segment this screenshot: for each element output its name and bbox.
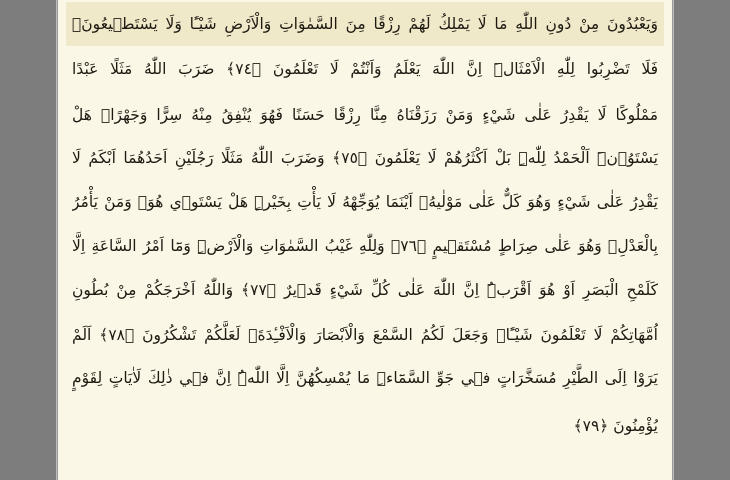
text-line-4[interactable]: يَسْتَوُ۫نَۜ اَلْحَمْدُ لِلّٰهِۜ بَلْ اَكْثَرُهُمْ لَا يَعْلَمُونَ ﴿٧٥﴾ وَضَرَبَ اللّٰهُ مَثَلًا رَجُلَيْنِ اَحَدُهُمَا اَبْكَمُ لَا bbox=[72, 149, 658, 167]
text-line-5[interactable]: يَقْدِرُ عَلٰى شَيْءٍ وَهُوَ كَلٌّ عَلٰى مَوْلٰيهُۙ اَيْنَمَا يُوَجِّهْهُ لَا يَأْتِ بِخَيْرٍۜ هَلْ يَسْتَو۪ي هُوَۙ وَمَنْ يَأْمُرُ bbox=[72, 193, 658, 211]
text-line-1[interactable]: وَيَعْبُدُونَ مِنْ دُونِ اللّٰهِ مَا لَا يَمْلِكُ لَهُمْ رِزْقًا مِنَ السَّمٰوَاتِ وَالْاَرْضِ شَيْـًٔا وَلَا يَسْتَط۪يعُونَۚ bbox=[72, 15, 658, 33]
text-line-9[interactable]: يَرَوْا اِلَى الطَّيْرِ مُسَخَّرَاتٍ ف۪ي جَوِّ السَّمَٓاءِۜ مَا يُمْسِكُهُنَّ اِلَّا اللّٰهُۜ اِنَّ ف۪ي ذٰلِكَ لَاٰيَاتٍ لِقَوْمٍ bbox=[72, 369, 658, 387]
right-edge bbox=[672, 0, 674, 480]
text-line-8[interactable]: اُمَّهَاتِكُمْ لَا تَعْلَمُونَ شَيْـًٔاۙ وَجَعَلَ لَكُمُ السَّمْعَ وَالْاَبْصَارَ وَالْاَفْـِٔدَةَۙ لَعَلَّكُمْ تَشْكُرُونَ ﴿٧٨﴾ اَلَمْ bbox=[72, 326, 658, 344]
mushaf-page bbox=[58, 0, 672, 480]
text-line-6[interactable]: بِالْعَدْلِۙ وَهُوَ عَلٰى صِرَاطٍ مُسْتَق۪يمٍ ﴿٧٦﴾ وَلِلّٰهِ غَيْبُ السَّمٰوَاتِ وَالْاَرْضِۜ وَمَٓا اَمْرُ السَّاعَةِ اِلَّا bbox=[72, 237, 658, 255]
text-lines bbox=[58, 0, 672, 480]
text-line-7[interactable]: كَلَمْحِ الْبَصَرِ اَوْ هُوَ اَقْرَبُۜ اِنَّ اللّٰهَ عَلٰى كُلِّ شَيْءٍ قَد۪يرٌ ﴿٧٧﴾ وَاللّٰهُ اَخْرَجَكُمْ مِنْ بُطُونِ bbox=[72, 281, 658, 299]
text-line-2[interactable]: فَلَا تَضْرِبُوا لِلّٰهِ الْاَمْثَالَۜ اِنَّ اللّٰهَ يَعْلَمُ وَاَنْتُمْ لَا تَعْلَمُونَ ﴿٧٤﴾ ضَرَبَ اللّٰهُ مَثَلًا عَبْدًا bbox=[72, 60, 658, 78]
text-line-3[interactable]: مَمْلُوكًا لَا يَقْدِرُ عَلٰى شَيْءٍ وَمَنْ رَزَقْنَاهُ مِنَّا رِزْقًا حَسَنًا فَهُوَ يُنْفِقُ مِنْهُ سِرًّا وَجَهْرًاۜ هَلْ bbox=[72, 106, 658, 124]
text-line-10[interactable]: يُؤْمِنُونَ ﴿٧٩﴾ bbox=[573, 417, 658, 435]
